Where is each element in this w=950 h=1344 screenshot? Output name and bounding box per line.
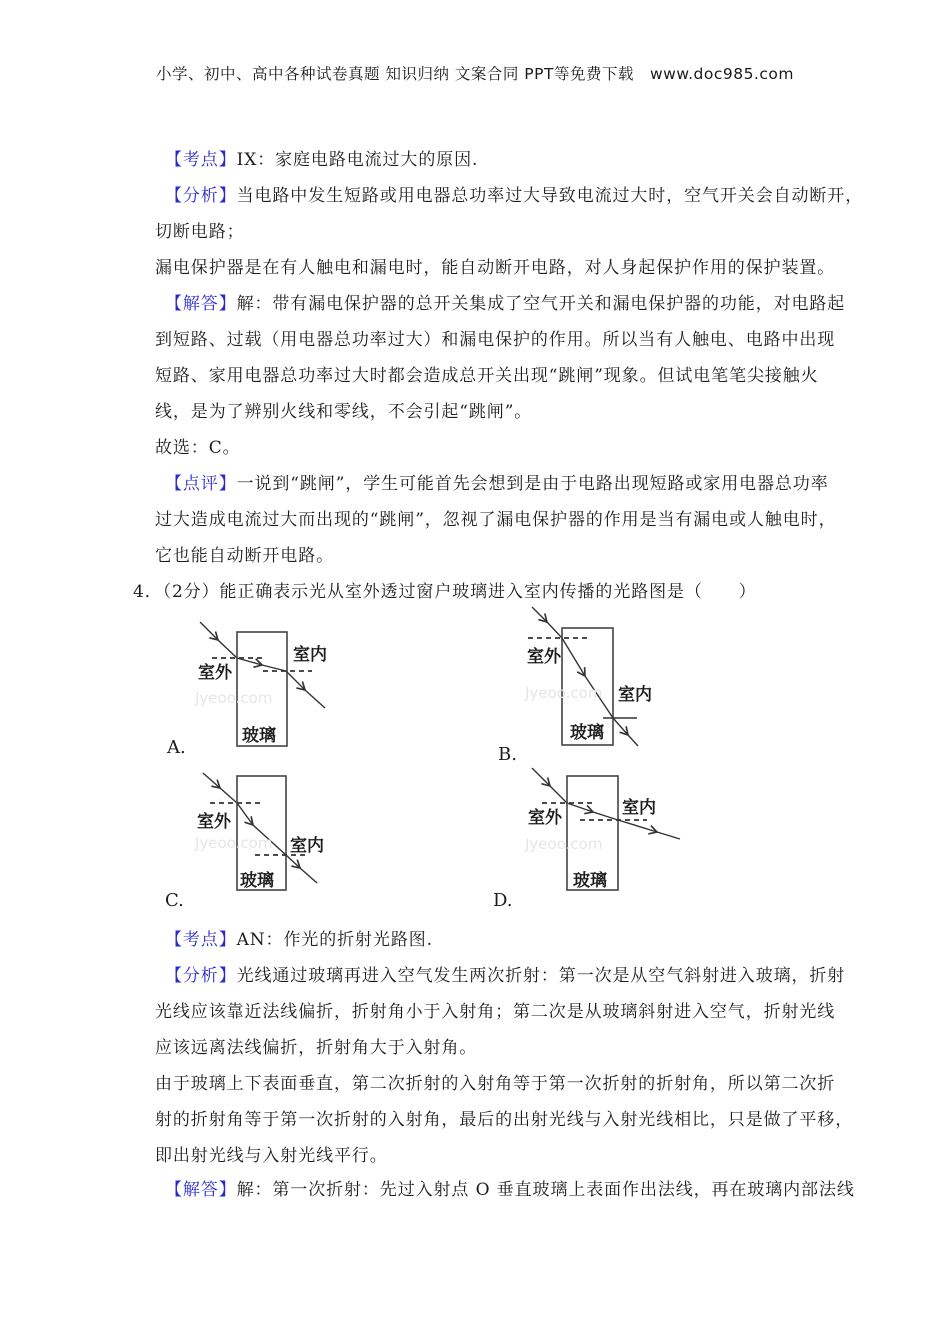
exit-ray <box>613 718 638 746</box>
line-text: 解：带有漏电保护器的总开关集成了空气开关和漏电保护器的功能，对电路起 <box>236 294 846 314</box>
option-letter: A. <box>167 737 186 758</box>
indoor-label: 室内 <box>293 645 327 665</box>
answer3-line-3 <box>155 258 835 279</box>
line-text: 短路、家用电器总功率过大时都会造成总开关出现“跳闸”现象。但试电笔笔尖接触火 <box>155 366 819 386</box>
incident-ray <box>200 622 237 658</box>
answer3-line-2 <box>155 222 245 243</box>
answer3-line-1 <box>165 186 863 207</box>
incident-ray <box>532 768 567 803</box>
line-text: 射的折射角等于第一次折射的入射角，最后的出射光线与入射光线相比，只是做了平移， <box>155 1110 854 1130</box>
line-text: 切断电路； <box>155 222 245 242</box>
incident-ray <box>532 607 562 638</box>
glass-label: 玻璃 <box>242 726 276 746</box>
outdoor-label: 室外 <box>528 808 562 828</box>
line-text: 光线应该靠近法线偏折，折射角小于入射角；第二次是从玻璃斜射进入空气，折射光线 <box>155 1002 836 1022</box>
glass-label: 玻璃 <box>240 871 274 891</box>
line-text: 解：第一次折射：先过入射点 O 垂直玻璃上表面作出法线，再在玻璃内部法线 <box>236 1180 855 1200</box>
question-text: 4．（2分）能正确表示光从室外透过窗户玻璃进入室内传播的光路图是（ ） <box>133 582 757 602</box>
indoor-label: 室内 <box>290 836 324 856</box>
line-text: 故选：C。 <box>155 438 241 458</box>
watermark: Jyeoo.com <box>525 835 603 853</box>
answer4-line-7 <box>165 1180 855 1201</box>
incident-ray <box>203 773 237 803</box>
answer3-line-9 <box>165 474 829 495</box>
option-a-diagram <box>155 600 355 762</box>
answer4-line-5 <box>155 1110 853 1131</box>
kaodian-tag: 【考点】 <box>165 930 237 950</box>
answer4-line-4 <box>155 1074 835 1095</box>
line-text: 即出射光线与入射光线平行。 <box>155 1146 388 1166</box>
line-text: 光线通过玻璃再进入空气发生两次折射：第一次是从空气斜射进入玻璃，折射 <box>236 966 846 986</box>
watermark: Jyeoo.com <box>195 689 273 707</box>
option-c-diagram <box>155 765 355 915</box>
exit-ray <box>286 855 317 883</box>
option-letter: B. <box>498 744 517 765</box>
answer3-line-8 <box>155 438 241 459</box>
line-text: AN：作光的折射光路图. <box>236 930 433 950</box>
outdoor-label: 室外 <box>197 812 231 832</box>
answer3-line-6 <box>155 366 819 387</box>
answer4-line-1 <box>165 966 845 987</box>
refracted-ray <box>562 638 613 718</box>
glass-label: 玻璃 <box>570 723 604 743</box>
line-text: 一说到“跳闸”，学生可能首先会想到是由于电路出现短路或家用电器总功率 <box>236 474 829 494</box>
site-header-text: 小学、初中、高中各种试卷真题 知识归纳 文案合同 PPT等免费下载 www.doc985.com <box>156 65 794 83</box>
line-text: 应该远离法线偏折，折射角大于入射角。 <box>155 1038 478 1058</box>
answer4-line-2 <box>155 1002 835 1023</box>
exit-ray <box>286 671 325 708</box>
line-text: 到短路、过载（用电器总功率过大）和漏电保护的作用。所以当有人触电、电路中出现 <box>155 330 836 350</box>
watermark: Jyeoo.com <box>195 834 273 852</box>
option-letter: D. <box>493 890 513 911</box>
option-d-diagram <box>480 765 710 915</box>
kaodian-tag: 【考点】 <box>165 150 237 170</box>
dianping-tag: 【点评】 <box>165 474 237 494</box>
outdoor-label: 室外 <box>198 663 232 683</box>
line-text: 过大造成电流过大而出现的“跳闸”，忽视了漏电保护器的作用是当有漏电或人触电时， <box>155 510 837 530</box>
jieda-tag: 【解答】 <box>165 1180 237 1200</box>
answer3-line-5 <box>155 330 835 351</box>
line-text: 线，是为了辨别火线和零线，不会引起“跳闸”。 <box>155 402 533 422</box>
line-text: IX：家庭电路电流过大的原因. <box>236 150 479 170</box>
answer3-line-11 <box>155 546 334 567</box>
line-text: 由于玻璃上下表面垂直，第二次折射的入射角等于第一次折射的折射角，所以第二次折 <box>155 1074 836 1094</box>
answer4-line-6 <box>155 1146 388 1167</box>
line-text: 它也能自动断开电路。 <box>155 546 334 566</box>
watermark: Jyeoo.com <box>525 684 603 702</box>
answer4-line-3 <box>155 1038 477 1059</box>
fenxi-tag: 【分析】 <box>165 186 237 206</box>
indoor-label: 室内 <box>618 685 652 705</box>
indoor-label: 室内 <box>622 798 656 818</box>
refracted-ray <box>567 803 618 820</box>
fenxi-tag: 【分析】 <box>165 966 237 986</box>
line-text: 漏电保护器是在有人触电和漏电时，能自动断开电路，对人身起保护作用的保护装置。 <box>155 258 836 278</box>
answer3-line-4 <box>165 294 845 315</box>
option-letter: C. <box>165 890 184 911</box>
exit-ray <box>618 820 680 839</box>
answer3-line-10 <box>155 510 836 531</box>
outdoor-label: 室外 <box>527 647 561 667</box>
answer3-line-7 <box>155 402 532 423</box>
option-b-diagram <box>480 595 710 767</box>
line-text: 当电路中发生短路或用电器总功率过大导致电流过大时，空气开关会自动断开， <box>236 186 864 206</box>
answer3-line-0 <box>165 150 478 171</box>
glass-label: 玻璃 <box>573 871 607 891</box>
jieda-tag: 【解答】 <box>165 294 237 314</box>
answer4-line-0 <box>165 930 433 951</box>
refracted-ray <box>237 658 286 671</box>
